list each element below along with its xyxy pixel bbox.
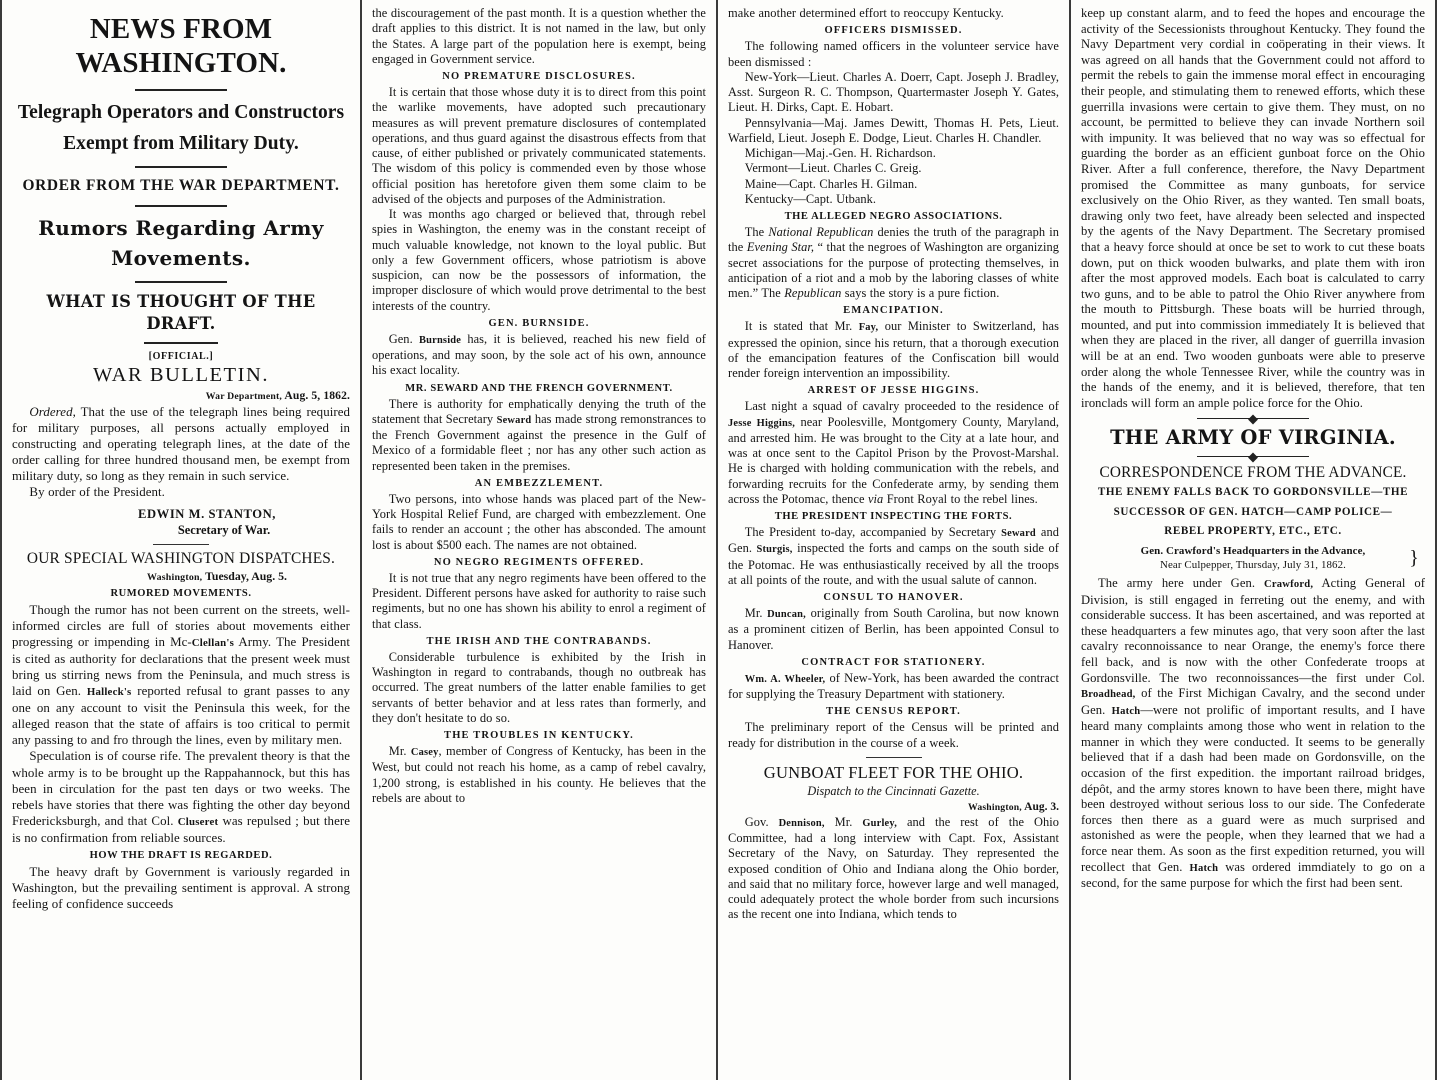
ordered-body: That the use of the telegraph lines being required for military purposes, all persons actually employed in constructing and operating telegraph lines, at the date of the order calling for three hundred thousand men, be exempt from military duty, so long as they remain in such service. (12, 405, 350, 484)
text-run: and Gen. (728, 525, 1059, 556)
smallcaps-hatch: Hatch (1189, 862, 1219, 874)
text-run: our Minister to Switzerland, has expressed the opinion, since his return, that a thorough execution of the emancipation features of the Confiscation bill would render foreign intervention an impossibility. (728, 319, 1060, 380)
officers-list-vermont: Vermont—Lieut. Charles C. Greig. (744, 161, 922, 176)
paragraph-disclosures: It is certain that those whose duty it is to direct from this point the warlike movements, have adopted such precautionary measures as will prevent premature disclosures of contemplated operations, and thus guard against the disastrous effects from that cause, of either published or privately communicated statements. The wisdom of this policy is commended even by those whose official position has heretofore given them some claim to be advised of the objects and purposes of the Administration. (372, 85, 706, 206)
dispatches-dateline-date: Tuesday, Aug. 5. (202, 568, 287, 583)
text-run: There is authority for emphatically denying the truth of the statement that Secretary (372, 396, 706, 426)
subhead-officers-dismissed: OFFICERS DISMISSED. (824, 25, 963, 37)
paragraph-continued: the discouragement of the past month. It is a question whether the draft applies to this district. It is not named in the law, but only the States. A large part of the population here is exempt, being engaged in Government service. (372, 6, 706, 66)
smallcaps-fay: Fay, (858, 322, 879, 334)
paragraph-rumored (12, 602, 350, 749)
smallcaps-halleck: Halleck's (86, 686, 132, 699)
section-rule (153, 544, 209, 545)
text-run: of New-York, has been awarded the contract for supplying the Treasury Department with stationery. (728, 670, 1059, 701)
section-rule (866, 757, 922, 758)
bulletin-dateline (12, 389, 350, 402)
officers-list-michigan: Michigan—Maj.-Gen. H. Richardson. (744, 146, 936, 160)
officers-list-pennsylvania: Pennsylvania—Maj. James Dewitt, Thomas H. Pets, Lieut. Warfield, Lieut. Joseph E. Dodge, Lieut. Charles H. Chandler. (728, 115, 1059, 145)
subhead-census-report: THE CENSUS REPORT. (826, 706, 961, 718)
paragraph-burnside (372, 332, 706, 379)
subhead-how-draft-regarded: HOW THE DRAFT IS REGARDED. (89, 849, 273, 861)
italic-national-republican: National Republican (768, 225, 874, 239)
paragraph-stationery (728, 671, 1059, 703)
smallcaps-gurley: Gurley, (862, 817, 898, 829)
subhead-no-negro-regiments: NO NEGRO REGIMENTS OFFERED. (433, 556, 645, 568)
section-rule-diamond (1197, 456, 1309, 457)
gunboat-fleet-headline: GUNBOAT FLEET FOR THE OHIO. (763, 762, 1024, 782)
correspondence-subhead: CORRESPONDENCE FROM THE ADVANCE. (1099, 464, 1407, 482)
special-dispatches-head: OUR SPECIAL WASHINGTON DISPATCHES. (26, 549, 336, 567)
army-dateline (1081, 544, 1425, 573)
gunboat-dateline-place: Washington, (968, 801, 1022, 813)
dispatches-dateline-place: Washington, (147, 571, 203, 583)
text-run: says the story is a pure fiction. (841, 286, 1000, 300)
smallcaps-burnside: Burnside (418, 334, 462, 346)
smallcaps-wheeler: Wm. A. Wheeler, (744, 673, 826, 685)
subhead-no-premature-disclosures: NO PREMATURE DISCLOSURES. (442, 71, 636, 82)
army-dateline-line1: Gen. Crawford's Headquarters in the Advance, (1140, 544, 1366, 557)
text-run: —were not prolific of important results, and I have heard many complaints among those who went in relation to the manner in which they were conducted. It seems to be generally believed that if a dash had been made on Gordonsville, on the occasion of the first expedition. the important railroad bridges, dépôt, and the army stores known to have been there, might have been destroyed without serious loss to our side. The Confederate forces then there as a guard were as much surprised and astonished as were the people, when they learned that we had a force near them. As soon as the first expedition returned, you will recollect that Gen. (1081, 702, 1425, 874)
army-deck-line2: SUCCESSOR OF GEN. HATCH—CAMP POLICE— (1113, 505, 1393, 518)
headline-rule (135, 281, 227, 283)
signature-title: Secretary of War. (177, 522, 271, 537)
headline-rule (135, 166, 227, 168)
text-run: Mr. (824, 814, 863, 829)
subhead-an-embezzlement: AN EMBEZZLEMENT. (474, 477, 604, 489)
paragraph-irish: Considerable turbulence is exhibited by the Irish in Washington in regard to contrabands, though no outbreak has occurred. The great numbers of the latter enable families to get servants of better behavior and at less rates than formerly, and they don't hesitate to do so. (372, 649, 706, 725)
dateline-brace: } (1409, 546, 1419, 569)
text-run: It is stated that Mr. (744, 319, 859, 334)
text-run: Mr. (744, 606, 768, 620)
column-3 (716, 0, 1069, 1080)
text-run: reported refusal to grant passes to any one on any account to visit the Peninsula this week, for the alleged reason that the state of affairs is too critical to permit any passing to and fro through the lines, even by military men. (12, 684, 350, 748)
bulletin-dateline-place: War Department, (205, 391, 283, 402)
text-run: Mr. (388, 744, 411, 758)
text-run: Front Royal to the rebel lines. (883, 491, 1038, 506)
smallcaps-sturgis: Sturgis, (756, 544, 793, 556)
text-run: originally from South Carolina, but now known as a prominent citizen of Berlin, has been appointed Consul to Hanover. (728, 606, 1059, 652)
subhead-irish-contrabands: THE IRISH AND THE CONTRABANDS. (426, 635, 652, 647)
bulletin-dateline-date: Aug. 5, 1862. (282, 389, 350, 402)
army-deck-line1: THE ENEMY FALLS BACK TO GORDONSVILLE—THE (1097, 486, 1409, 499)
main-headline: NEWS FROM WASHINGTON. (75, 13, 287, 79)
headline-rule (135, 89, 227, 91)
text-run: near Poolesville, Montgomery County, Maryland, and arrested him. He was brought to the City at a late hour, and was at once sent to the Capitol Prison by the Provost-Marshal. He is charged with holding communication with the rebels, and forwarding recruits for the Confederate army, by sending them across the Potomac, thence (728, 414, 1059, 506)
paragraph-census: The preliminary report of the Census will be printed and ready for distribution in the course of a week. (728, 720, 1059, 750)
deck-rumors-line2: Movements. (111, 246, 251, 270)
subhead-consul-to-hanover: CONSUL TO HANOVER. (823, 592, 964, 603)
paragraph-draft: The heavy draft by Government is variously regarded in Washington, but the prevailing sentiment is approval. A strong feeling of confidence succeeds (12, 864, 350, 912)
ordered-word: Ordered, (29, 405, 76, 419)
deck-war-department: ORDER FROM THE WAR DEPARTMENT. (22, 177, 340, 194)
deck-telegraph-line1: Telegraph Operators and Constructors (17, 102, 345, 123)
text-run: The army here under Gen. (1098, 575, 1265, 590)
paragraph-army-correspondence (1081, 576, 1425, 892)
text-run: Though the rumor has not been current on the streets, well-informed circles are full of stories about movements either progressing or impending in Mc- (12, 602, 350, 649)
text-run: Army. The President is cited as authority for declarations that the present week must bring us stirring news from the Peninsula, and much stress is laid on Gen. (12, 634, 350, 699)
by-order-line: By order of the President. (29, 485, 165, 500)
text-run: inspected the forts and camps on the south side of the Potomac. He was enthusiastically received by all the troops at all points of the route, and with the usual salute of cannon. (728, 541, 1059, 587)
text-run: has made strong remonstrances to the French Government against the presence in the Gulf of Mexico of a formidable fleet ; nor has any other such action as represented been taken in the premises. (372, 411, 706, 473)
column-1 (0, 0, 360, 1080)
text-run: , member of Congress of Kentucky, has been in the West, but could not reach his home, as a camp of rebel cavalry, 1,200 strong, is established in his county. He believes that the rebels are about to (372, 744, 706, 805)
subhead-rumored-movements: RUMORED MOVEMENTS. (110, 587, 252, 599)
smallcaps-cluseret: Cluseret (177, 815, 219, 828)
smallcaps-mcclellan: Clellan's (191, 636, 235, 649)
paragraph-embezzlement: Two persons, into whose hands was placed part of the New-York Hospital Relief Fund, are charged with embezzlement. One fails to render an account ; the other has absconded. The amount lost is about $500 each. The names are not obtained. (372, 491, 706, 552)
text-run: “ that the negroes of Washington are organizing secret associations for the purpose of protecting themselves, in anticipation of a riot and a mob by the laboring classes of white men.” The (728, 240, 1059, 300)
smallcaps-jesse-higgins: Jesse Higgins, (728, 417, 796, 429)
ordered-paragraph (12, 404, 350, 484)
gunboat-dateline-date: Aug. 3. (1021, 800, 1059, 813)
text-run: has, it is believed, reached his new field of operations, and may soon, by the sole act of his own, announce his exact locality. (372, 331, 706, 378)
officers-list-maine: Maine—Capt. Charles H. Gilman. (744, 176, 918, 191)
paragraph-kentucky (372, 744, 706, 806)
text-run: was repulsed ; but there is no confirmation from reliable sources. (12, 813, 350, 845)
text-run: Gov. (744, 814, 779, 829)
smallcaps-duncan: Duncan, (767, 609, 806, 620)
subhead-arrest-jesse-higgins: ARREST OF JESSE HIGGINS. (807, 385, 980, 397)
column-2 (360, 0, 716, 1080)
smallcaps-hatch: Hatch (1111, 705, 1141, 717)
italic-evening-star: Evening Star, (746, 240, 815, 255)
text-run: The (744, 225, 769, 239)
smallcaps-seward: Seward (496, 414, 532, 426)
text-run: denies the truth of the paragraph in the (728, 225, 1060, 255)
column-4 (1069, 0, 1437, 1080)
army-deck-line3: REBEL PROPERTY, ETC., ETC. (1164, 525, 1342, 538)
paragraph-associations (728, 225, 1059, 301)
headline-rule (135, 205, 227, 207)
paragraph-continued: make another determined effort to reoccupy Kentucky. (728, 6, 1004, 20)
headline-rule (144, 342, 218, 344)
text-run: Last night a squad of cavalry proceeded to the residence of (744, 399, 1059, 414)
italic-via: via (867, 491, 884, 506)
war-bulletin-title: WAR BULLETIN. (93, 364, 269, 386)
paragraph-negro-regiments: It is not true that any negro regiments have been offered to the President. Different persons have asked for authority to raise such regiments, but no one has shown his ability to enrol a regiment of that class. (372, 570, 706, 631)
text-run: and the rest of the Ohio Committee, had a long interview with Capt. Fox, Assistant Secretary of the Navy, on Saturday. They represented the exposed condition of Ohio and Indiana along the Ohio border, and said that no military force, however large and well managed, could adequately protect the whole border from such incursions as the recent one into Indiana, which tends to (728, 814, 1059, 922)
smallcaps-crawford: Crawford, (1264, 578, 1314, 590)
paragraph-speculation (12, 748, 350, 846)
army-dateline-line2: Near Culpepper, Thursday, July 31, 1862. (1159, 559, 1346, 572)
text-run: of the First Michigan Cavalry, and the second under Gen. (1081, 686, 1425, 717)
paragraph-emancipation (728, 319, 1059, 381)
smallcaps-dennison: Dennison, (778, 817, 825, 829)
paragraph-continued-gunboats: keep up constant alarm, and to feed the hopes and encourage the activity of the Secessionists throughout Kentucky. They found the Navy Department very cordial in coöperating in their views. It was agreed on all hands that the Government could not afford to permit the rebels to gain the immense moral effect in encouraging their people, and stimulating them to renewed efforts, which these guerrilla invasions were certain to give them. They must, on no account, be permitted to believe they can invade Northern soil with impunity. It was believed that no way was so effectual for guarding the border as an efficient gunboat force on the Ohio River. After a full conference, therefore, the Navy Department promised the Committee as many gunboats, for service exclusively on the Ohio River, as they wanted. Ten small boats, drawing only two feet, have already been selected and inspected by the agents of the Navy Department. The Secretary promised that a heavy force should at once be set to work to cut these boats down, put on thick wooden bulwarks, and plate them with iron after the most approved models. Each boat is calculated to carry two guns, and to be able to patrol the Ohio River anywhere from the mouth to Pittsburgh. These boats will be hurried through, mounted, and put into commission immediately It is believed that when they are placed in the river, all danger of guerrilla invasion will be at an end. Two wooden gunboats were able to preserve order along the whole Tennessee River, while the country was in the hands of the enemy, and it is believed, therefore, that ten ironclads will form an ample police force for the Ohio. (1081, 6, 1425, 410)
signature-name: EDWIN M. STANTON, (138, 506, 276, 521)
deck-draft: WHAT IS THOUGHT OF THE DRAFT. (46, 292, 316, 333)
smallcaps-casey: Casey (410, 747, 439, 758)
officers-list-kentucky: Kentucky—Capt. Utbank. (744, 191, 877, 206)
text-run: Speculation is of course rife. The prevalent theory is that the whole army is to be brought up the Rappahannock, but this has been in circulation for the past ten days or two weeks. The rebels have stories that there was fighting the other day beyond Fredericksburgh, and that Col. (12, 749, 350, 828)
paragraph-consul (728, 606, 1059, 653)
subhead-president-inspecting-forts: THE PRESIDENT INSPECTING THE FORTS. (774, 511, 1013, 522)
text-run: was ordered immdiately to go on a second, for the same purpose for which the first had been sent. (1081, 859, 1426, 891)
subhead-alleged-negro-associations: THE ALLEGED NEGRO ASSOCIATIONS. (784, 211, 1003, 222)
officers-list-new-york: New-York—Lieut. Charles A. Doerr, Capt. Joseph J. Bradley, Asst. Surgeon R. C. Thompson, Quartermaster Joseph Y. Gates, Lieut. H. Dirks, Capt. E. Hobart. (728, 69, 1059, 115)
gunboat-dispatch-source: Dispatch to the Cincinnati Gazette. (807, 783, 980, 798)
paragraph-higgins (728, 399, 1059, 507)
text-run: Acting General of Division, is still engaged in ferreting out the enemy, and with considerable success. It has been ascertained, and was reported at these headquarters a few minutes ago, that very soon after the last cavalry reconnoissance to near Orange, the enemy's force there fell back, and is now with the other Confederate troops at Gordonsville. The two reconnoissances—the first under Col. (1081, 575, 1426, 685)
subhead-gen-burnside: GEN. BURNSIDE. (488, 317, 590, 329)
paragraph-seward (372, 397, 706, 474)
subhead-troubles-in-kentucky: THE TROUBLES IN KENTUCKY. (444, 730, 634, 741)
gunboat-dateline (728, 801, 1059, 813)
subhead-contract-for-stationery: CONTRACT FOR STATIONERY. (801, 656, 986, 668)
text-run: Gen. (388, 331, 419, 346)
army-of-virginia-headline: THE ARMY OF VIRGINIA. (1110, 426, 1396, 450)
smallcaps-seward: Seward (1001, 528, 1036, 539)
paragraph-rebel-spies: It was months ago charged or believed that, through rebel spies in Washington, the enemy was in the constant receipt of much valuable knowledge, not known to the loyal public. But only a few Government officers, whose patriotism is above suspicion, can now be the possessors of information, the improper disclosure of which would prove detrimental to the best interests of the country. (372, 207, 706, 313)
italic-republican: Republican (784, 286, 842, 300)
official-tag: [OFFICIAL.] (148, 351, 214, 362)
deck-rumors-line1: Rumors Regarding Army (38, 216, 324, 240)
paragraph-gunboat (728, 815, 1059, 923)
dispatches-dateline (12, 569, 350, 584)
text-run: The President to-day, accompanied by Secretary (744, 525, 1002, 539)
smallcaps-broadhead: Broadhead, (1081, 689, 1136, 701)
paragraph-officers-intro: The following named officers in the volunteer service have been dismissed : (728, 39, 1059, 69)
subhead-seward-french-government: MR. SEWARD AND THE FRENCH GOVERNMENT. (405, 382, 673, 394)
paragraph-forts (728, 525, 1059, 588)
deck-telegraph-line2: Exempt from Military Duty. (63, 133, 299, 154)
subhead-emancipation: EMANCIPATION. (843, 305, 944, 317)
section-rule-diamond (1197, 418, 1309, 419)
